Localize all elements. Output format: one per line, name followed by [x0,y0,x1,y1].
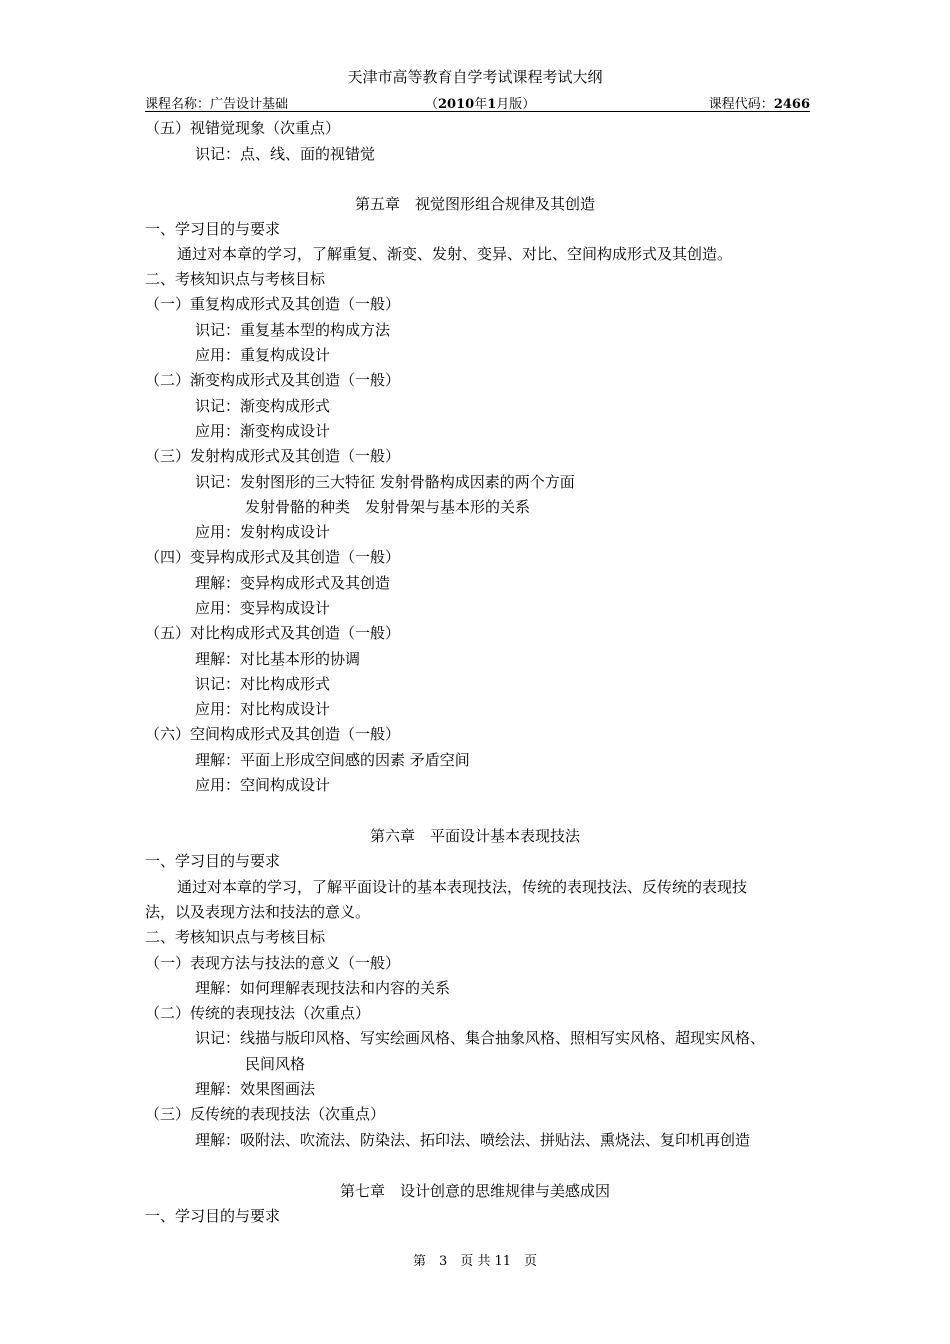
chapter-title: 第七章 设计创意的思维规律与美感成因 [339,1182,610,1200]
course-code [709,93,810,112]
knowledge-point: 应用：变异构成设计 [195,599,331,617]
section-item: （五）对比构成形式及其创造（一般） [145,624,401,642]
knowledge-point: 民间风格 [245,1055,306,1073]
page-number: 第 3 页 共 11 页 [412,1254,538,1269]
section-item: （三）发射构成形式及其创造（一般） [145,447,401,465]
section-item: （一）重复构成形式及其创造（一般） [145,295,401,313]
chapter-title: 第五章 视觉图形组合规律及其创造 [354,195,595,213]
knowledge-point: 理解：对比基本形的协调 [195,650,361,668]
edition-mid: 年 [474,97,488,112]
course-code-label: 课程代码： [708,97,774,112]
edition-suffix: 月版） [496,97,536,112]
edition-prefix: （ [425,97,439,112]
knowledge-point: 理解：如何理解表现技法和内容的关系 [195,979,451,997]
header-info-row [145,93,810,112]
edition-month: 1 [487,97,497,112]
knowledge-point: 识记：点、线、面的视错觉 [195,145,376,163]
chapter-title: 第六章 平面设计基本表现技法 [369,827,580,845]
section-item: （四）变异构成形式及其创造（一般） [145,548,401,566]
knowledge-point: 发射骨骼的种类 发射骨架与基本形的关系 [245,498,531,516]
section-heading: 二、考核知识点与考核目标 [145,270,326,288]
knowledge-point: 识记：线描与版印风格、写实绘画风格、集合抽象风格、照相写实风格、超现实风格、 [195,1029,766,1047]
course-code-value: 2466 [773,97,810,112]
knowledge-point: 识记：渐变构成形式 [195,397,331,415]
knowledge-point: 应用：空间构成设计 [195,776,331,794]
edition-year: 2010 [438,97,475,112]
section-heading: 一、学习目的与要求 [145,1207,281,1225]
section-item: （五）视错觉现象（次重点） [145,119,341,137]
section-item: （二）传统的表现技法（次重点） [145,1004,371,1022]
header-title: 天津市高等教育自学考试课程考试大纲 [347,68,603,86]
knowledge-point: 应用：重复构成设计 [195,346,331,364]
knowledge-point: 识记：发射图形的三大特征 发射骨骼构成因素的两个方面 [195,473,575,491]
section-item: （三）反传统的表现技法（次重点） [145,1105,386,1123]
section-heading: 二、考核知识点与考核目标 [145,928,326,946]
knowledge-point: 识记：对比构成形式 [195,675,331,693]
section-item: （二）渐变构成形式及其创造（一般） [145,371,401,389]
section-heading: 一、学习目的与要求 [145,852,281,870]
paragraph: 通过对本章的学习，了解平面设计的基本表现技法，传统的表现技法、反传统的表现技 [177,878,748,896]
knowledge-point: 识记：重复基本型的构成方法 [195,321,391,339]
course-name: 课程名称：广告设计基础 [145,97,289,112]
edition [425,93,535,112]
knowledge-point: 理解：平面上形成空间感的因素 矛盾空间 [195,751,470,769]
paragraph: 法，以及表现方法和技法的意义。 [145,903,371,921]
knowledge-point: 应用：渐变构成设计 [195,422,331,440]
paragraph: 通过对本章的学习，了解重复、渐变、发射、变异、对比、空间构成形式及其创造。 [177,245,733,263]
knowledge-point: 理解：变异构成形式及其创造 [195,574,391,592]
section-item: （一）表现方法与技法的意义（一般） [145,954,401,972]
knowledge-point: 应用：发射构成设计 [195,523,331,541]
section-heading: 一、学习目的与要求 [145,220,281,238]
knowledge-point: 应用：对比构成设计 [195,700,331,718]
section-item: （六）空间构成形式及其创造（一般） [145,725,401,743]
knowledge-point: 理解：吸附法、吹流法、防染法、拓印法、喷绘法、拼贴法、熏烧法、复印机再创造 [195,1131,751,1149]
knowledge-point: 理解：效果图画法 [195,1080,316,1098]
